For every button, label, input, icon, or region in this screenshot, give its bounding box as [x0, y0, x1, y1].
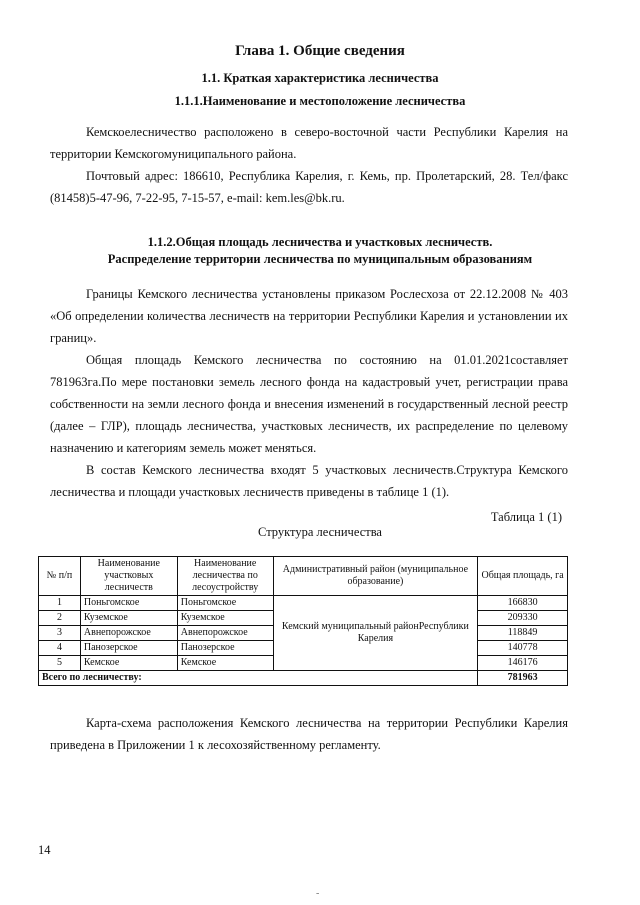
row-area: 166830 — [478, 596, 568, 611]
structure-table — [38, 556, 568, 686]
table-title: Структура лесничества — [258, 525, 382, 539]
row-ls-name: Кемское — [177, 656, 273, 671]
row-ls-name: Куземское — [177, 611, 273, 626]
row-name: Панозерское — [80, 641, 177, 656]
row-num: 3 — [39, 626, 81, 641]
row-num: 1 — [39, 596, 81, 611]
row-name: Поньгомское — [80, 596, 177, 611]
row-area: 209330 — [478, 611, 568, 626]
subsection-title: 1.1.1.Наименование и местоположение лесничества — [174, 94, 466, 108]
header-num: № п/п — [39, 557, 81, 596]
row-name: Куземское — [80, 611, 177, 626]
row-ls-name: Панозерское — [177, 641, 273, 656]
district-cell: Кемский муниципальный районРеспублики Карелия — [273, 596, 478, 671]
total-value: 781963 — [478, 671, 568, 686]
row-num: 4 — [39, 641, 81, 656]
total-label: Всего по лесничеству: — [39, 671, 478, 686]
row-name: Кемское — [80, 656, 177, 671]
row-num: 5 — [39, 656, 81, 671]
row-ls-name: Авнепорожское — [177, 626, 273, 641]
section-title: 1.1. Краткая характеристика лесничества — [201, 71, 439, 85]
subsection2-title-line1: 1.1.2.Общая площадь лесничества и участковых лесничеств. — [147, 235, 493, 249]
row-area: 118849 — [478, 626, 568, 641]
table-row — [39, 596, 568, 611]
row-area: 140778 — [478, 641, 568, 656]
subsection2-title-line2: Распределение территории лесничества по муниципальным образованиям — [107, 252, 533, 266]
page-number: 14 — [38, 843, 51, 857]
paragraph-boundaries: Границы Кемского лесничества установлены приказом Рослесхоза от 22.12.2008 № 403 «Об определении количества лесничеств на территории Республики Карелия и установлении их границ». — [50, 287, 568, 345]
table-label: Таблица 1 (1) — [490, 510, 562, 524]
footer-mark: - — [316, 888, 320, 899]
paragraph-total-area: Общая площадь Кемского лесничества по состоянию на 01.01.2021составляет 781963га.По мере постановки земель лесного фонда на кадастровый учет, регистрации права собственности на земли лесного фонда и внесения изменений в государственный лесной реестр (далее – ГЛР), площадь лесничества, участковых лесничеств, их распределение по целевому назначению и категориям земель может меняться. — [50, 353, 568, 455]
header-area: Общая площадь, га — [478, 557, 568, 596]
header-name: Наименование участковых лесничеств — [80, 557, 177, 596]
row-name: Авнепорожское — [80, 626, 177, 641]
header-district: Административный район (муниципальное образование) — [273, 557, 478, 596]
row-ls-name: Поньгомское — [177, 596, 273, 611]
row-num: 2 — [39, 611, 81, 626]
table-header-row — [39, 557, 568, 596]
paragraph-structure: В состав Кемского лесничества входят 5 участковых лесничеств.Структура Кемского лесничества и площади участковых лесничеств приведены в таблице 1 (1). — [50, 463, 568, 499]
chapter-title: Глава 1. Общие сведения — [235, 43, 405, 59]
paragraph-location: Кемскоелесничество расположено в северо-восточной части Республики Карелия на территории Кемскогомуниципального района. — [50, 125, 568, 161]
row-area: 146176 — [478, 656, 568, 671]
table-total-row — [39, 671, 568, 686]
paragraph-map: Карта-схема расположения Кемского лесничества на территории Республики Карелия приведена в Приложении 1 к лесохозяйственному регламенту. — [50, 716, 568, 752]
header-ls-name: Наименование лесничества по лесоустройству — [177, 557, 273, 596]
paragraph-address: Почтовый адрес: 186610, Республика Карелия, г. Кемь, пр. Пролетарский, 28. Тел/факс (81458)5-47-96, 7-22-95, 7-15-57, e-mail: kem.les@bk.ru. — [50, 169, 568, 205]
